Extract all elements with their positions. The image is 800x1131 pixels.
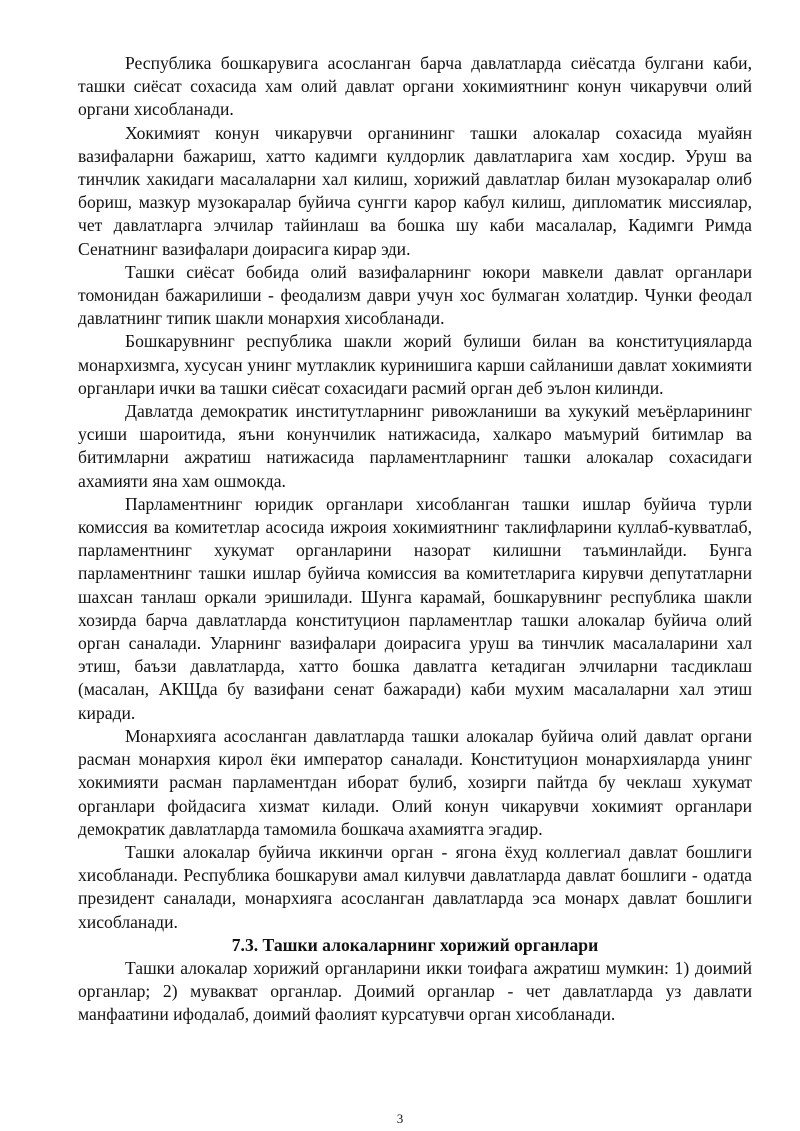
paragraph: Ташки алокалар хорижий органларини икки тоифага ажратиш мумкин: 1) доимий органлар; 2) мувакват органлар. Доимий органлар - чет давлатларда уз давлати манфаатини ифодалаб, доимий фаолият курсатувчи орган хисобланади. bbox=[78, 957, 752, 1025]
paragraph: Монархияга асосланган давлатларда ташки алокалар буйича олий давлат органи расман монархия кирол ёки император саналади. Конституцион монархияларда унинг хокимияти расман парламентдан иборат булиб, хозирги пайтда бу чеклаш хукумат органлари фойдасига хизмат килади. Олий конун чикарувчи хокимият органлари демократик давлатларда тамомила бошкача ахамиятга эгадир. bbox=[78, 725, 752, 839]
section-heading: 7.3. Ташки алокаларнинг хорижий органлари bbox=[231, 934, 599, 955]
paragraph: Ташки алокалар буйича иккинчи орган - ягона ёхуд коллегиал давлат бошлиги хисобланади. Республика бошкаруви амал килувчи давлатларда давлат бошлиги - одатда президент саналади, монархияга асосланган давлатларда эса монарх давлат бошлиги хисобланади. bbox=[78, 841, 752, 932]
paragraph: Бошкарувнинг республика шакли жорий булиши билан ва конституцияларда монархизмга, хусусан унинг мутлаклик куринишига карши сайланиши давлат хокимияти органлари ички ва ташки сиёсат сохасидаги расмий орган деб эълон килинди. bbox=[78, 331, 752, 398]
paragraph: Республика бошкарувига асосланган барча давлатларда сиёсатда булгани каби, ташки сиёсат сохасида хам олий давлат органи хокимиятнинг конун чикарувчи олий органи хисобланади. bbox=[78, 53, 752, 120]
paragraph: Давлатда демократик институтларнинг ривожланиши ва хукукий меъёрларининг усиши шароитида, яъни конунчилик натижасида, халкаро маъмурий битимлар ва битимларни ажратиш натижасида парламентларнинг ташки алокалар сохасидаги ахамияти яна хам ошмокда. bbox=[78, 401, 752, 491]
page-number: 3 bbox=[396, 1111, 404, 1126]
document-body bbox=[78, 52, 752, 1027]
paragraph: Парламентнинг юридик органлари хисобланган ташки ишлар буйича турли комиссия ва комитетлар асосида ижроия хокимиятнинг таклифларини куллаб-кувватлаб, парламентнинг хукумат органларини назорат килишни таъминлайди. Бунга парламентнинг ташки ишлар буйича комиссия ва комитетларига кирувчи депутатларни шахсан танлаш оркали эришилади. Шунга карамай, бошкарувнинг республика шакли хозирда барча давлатларда конституцион парламентлар ташки алокалар буйича олий орган саналади. Уларнинг вазифалари доирасига уруш ва тинчлик масалаларини хал этиш, баъзи давлатларда, хатто бошка давлатга кетадиган элчиларни тасдиклаш (масалан, АКЩда бу вазифани сенат бажаради) каби мухим масалаларни хал этиш киради. bbox=[78, 493, 752, 723]
paragraph: Хокимият конун чикарувчи органининг ташки алокалар сохасида муайян вазифаларни бажариш, хатто кадимги кулдорлик давлатларига хам хосдир. Уруш ва тинчлик хакидаги масалаларни хал килиш, хорижий давлатлар билан музокаралар олиб бориш, мазкур музокаралар буйича сунгги карор кабул килиш, дипломатик миссиялар, чет давлатларга элчилар тайинлаш ва бошка шу каби масалалар, Кадимги Римда Сенатнинг вазифалари доирасига кирар эди. bbox=[78, 122, 752, 259]
paragraph: Ташки сиёсат бобида олий вазифаларнинг юкори мавкели давлат органлари томонидан бажарилиши - феодализм даври учун хос булмаган холатдир. Чунки феодал давлатнинг типик шакли монархия хисобланади. bbox=[78, 261, 752, 329]
